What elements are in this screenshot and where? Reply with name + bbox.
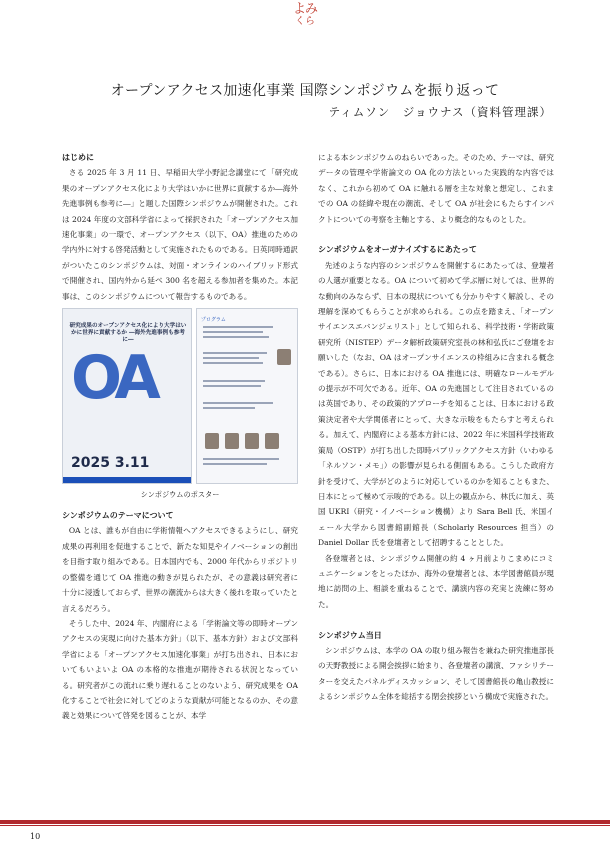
day-heading: シンポジウム当日 [318, 629, 382, 640]
left-column [62, 150, 298, 724]
theme-paragraph-2: そうした中、2024 年、内閣府による「学術論文等の即時オープンアクセスの実現に向けた基本方針」（以下、基本方針）および文部科学省による「オープンアクセス加速化事業」が打ち出され、日本においてもいよいよ OA の本格的な推進が期待される状況となっている。研究者がこの流れに乗り遅れることのないよう、研究成果を OA 化することで社会に対してどのような貢献が可能となるのか、その意義と効果について啓発を図ることが、本学 [62, 618, 298, 721]
article-title: オープンアクセス加速化事業 国際シンポジウムを振り返って [110, 83, 500, 99]
symposium-poster [62, 308, 298, 484]
magazine-logo: よみ くら [292, 2, 317, 27]
poster-front [62, 308, 192, 484]
program-row [203, 323, 291, 345]
theme-paragraph-1: OA とは、誰もが自由に学術情報へアクセスできるようにし、研究成果の再利用を促進することで、新たな知見やイノベーションの創出を目指す取り組みである。日本国内でも、2000 年代からリポジトリの整備を通じて OA 推進の動きが見られたが、その意義は研究者に十分に浸透しておらず、世界の潮流からは大きく後れを取っていたと言えるだろう。 [62, 526, 298, 613]
footer-rule [0, 820, 610, 824]
article-author: ティムソン ジョウナス（資料管理課） [328, 105, 552, 119]
program-row [203, 455, 291, 477]
speaker-photo [225, 433, 239, 449]
program-row [203, 399, 291, 421]
organize-paragraph-1: 先述のような内容のシンポジウムを開催するにあたっては、登壇者の人選が重要となる。OA について初めて学ぶ層に対しては、世界的な動向のみならず、日本の現状についても分かりやすく解説し、その理解を深めてもらうことが求められる。この点を踏まえ、「オープンサイエンスエバンジェリスト」として知られる、科学技術・学術政策研究所（NISTEP）データ解析政策研究室長の林和弘氏にご登壇をお願いした（なお、OA はオープンサイエンスの枠組みに含まれる概念である）。さらに、日本における OA 推進には、明確なロールモデルの提示が不可欠である。近年、OA の先進国として注目されているのは英国であり、その政策的アプローチを知ることは、日本における政策決定者や大学関係者にとって、大きな示唆をもたらすと考えられる。加えて、内閣府による基本方針には、2022 年に米国科学技術政策局（OSTP）が打ち出した即時パブリックアクセス方針（いわゆる「ネルソン・メモ」）の影響が見られる側面もある。こうした政府方針を受けて、大学がどのように対応しているのかを知ることもまた、日本にとって極めて示唆的である。以上の観点から、林氏に加え、英国 UKRI（研究・イノベーション機構）より Sara Bell 氏、米国イェール大学から図書館副館長（Scholarly Resources 担当）の Daniel Dollar 氏を登壇者として招聘することとした。 [318, 260, 554, 548]
poster-program [196, 308, 298, 484]
intro-heading: はじめに [62, 152, 94, 162]
poster-oa-graphic: OA [71, 343, 155, 414]
theme-heading: シンポジウムのテーマについて [62, 510, 174, 521]
right-column [318, 150, 554, 705]
footer-rule-thin [0, 825, 610, 826]
intro-paragraph: さる 2025 年 3 月 11 日、早稲田大学小野記念講堂にて「研究成果のオープンアクセス化により大学はいかに世界に貢献するか―海外先進事例も参考に―」と題した国際シンポジウムが開催された。これは 2024 年度の文部科学省によって採択された「オープンアクセス加速化事業」の一環で、オープンアクセス（以下、OA）推進のための学内外に対する啓発活動として実施されたものである。日英同時通訳がついたこのシンポジウムは、対面・オンラインのハイブリッド形式で開催され、国内外から延べ 300 名を超える参加者を集めた。本記事は、このシンポジウムについて報告するものである。 [62, 168, 298, 301]
poster-date: 2025 3.11 [71, 454, 150, 471]
program-row [203, 377, 291, 399]
speaker-photo [205, 433, 219, 449]
continued-paragraph: による本シンポジウムのねらいであった。そのため、テーマは、研究データの管理や学術論文の OA 化の方法といった実践的な内容ではなく、これから初めて OA に触れる層を主な対象と想定し、これまでの OA の経緯や現在の潮流、そして OA が社会にもたらすインパクトについての考察を主軸とする、より概念的なものとした。 [318, 153, 554, 224]
speaker-photo [277, 349, 291, 365]
poster-caption: シンポジウムのポスター [140, 490, 220, 500]
organize-heading: シンポジウムをオーガナイズするにあたって [318, 244, 477, 255]
poster-program-label: プログラム [200, 317, 226, 324]
poster-headline: 研究成果のオープンアクセス化により大学はいかに世界に貢献するか ―海外先進事例も参考に― [69, 323, 187, 344]
page-number: 10 [30, 832, 41, 841]
poster-footer-bar [63, 477, 191, 483]
speaker-photo [265, 433, 279, 449]
organize-paragraph-2: 各登壇者とは、シンポジウム開催の約 4 ヶ月前よりこまめにコミュニケーションをとったほか、海外の登壇者とは、本学図書館員が現地に訪問の上、相談を重ねることで、講演内容の充実と洗練に努めた。 [318, 553, 554, 609]
day-paragraph-1: シンポジウムは、本学の OA の取り組み報告を兼ねた研究推進部長の天野教授による開会挨拶に始まり、各登壇者の講演、ファシリテーターを交えたパネルディスカッション、そして図書館長の亀山教授によるシンポジウム全体を総括する閉会挨拶という構成で実施された。 [318, 645, 554, 702]
speaker-photo [245, 433, 259, 449]
